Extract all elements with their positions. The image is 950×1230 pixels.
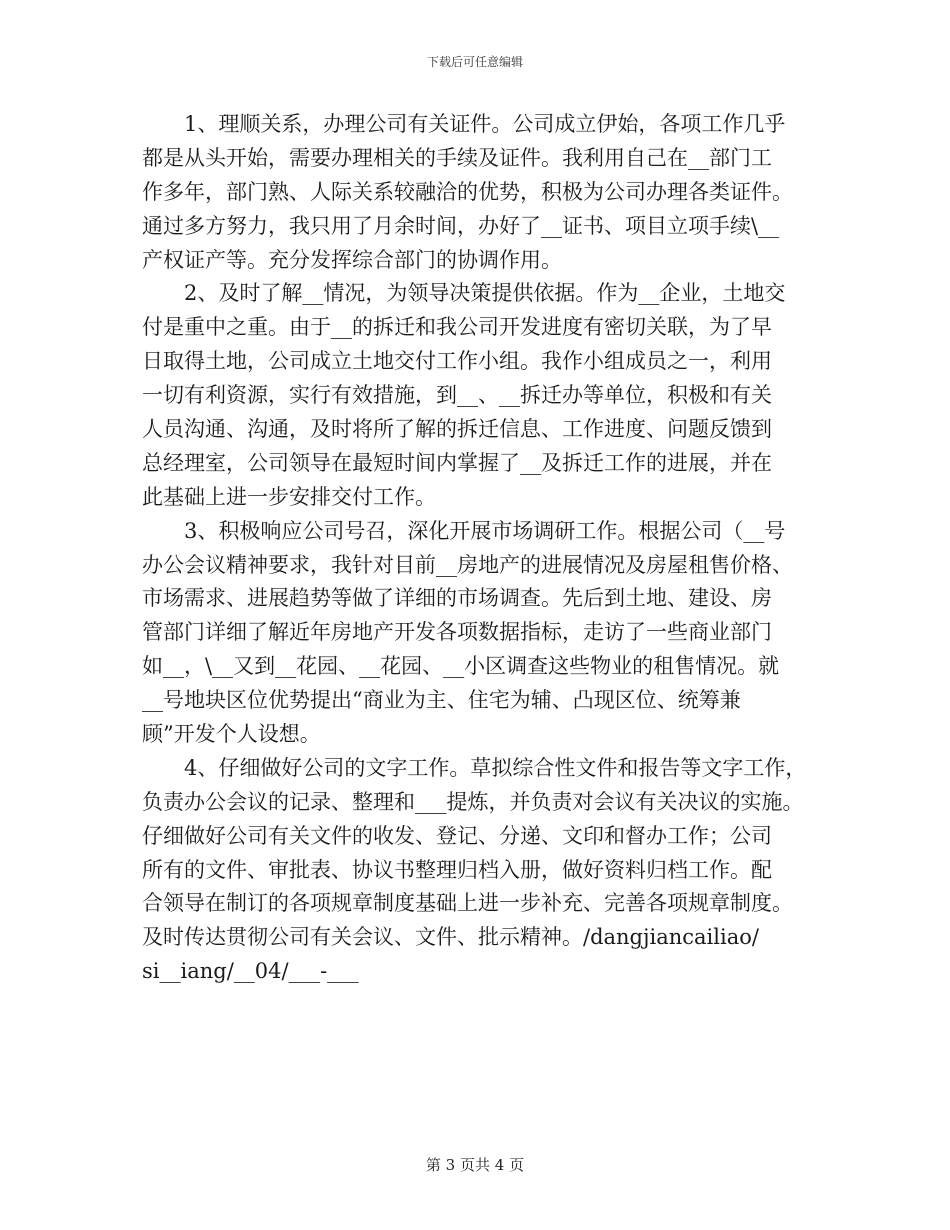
text-line: 2、及时了解__情况，为领导决策提供依据。作为__企业，土地交 — [184, 281, 786, 306]
text-line: 4、仔细做好公司的文字工作。草拟综合性文件和报告等文字工作， — [184, 755, 807, 780]
paragraph-2 — [142, 277, 822, 514]
text-line: 如__，\__又到__花园、__花园、__小区调查这些物业的租售情况。就 — [142, 654, 780, 679]
text-line: 人员沟通、沟通，及时将所了解的拆迁信息、工作进度、问题反馈到 — [142, 417, 772, 442]
page-number: 第 3 页共 4 页 — [425, 1156, 525, 1174]
text-line: 仔细做好公司有关文件的收发、登记、分递、文印和督办工作；公司 — [142, 823, 772, 848]
text-line: 负责办公会议的记录、整理和___提炼，并负责对会议有关决议的实施。 — [142, 789, 804, 814]
text-line: 所有的文件、审批表、协议书整理归档入册，做好资料归档工作。配 — [142, 857, 772, 882]
paragraph-1 — [142, 108, 822, 277]
text-line: 市场需求、进展趋势等做了详细的市场调查。先后到土地、建设、房 — [142, 586, 772, 611]
text-line: 3、积极响应公司号召，深化开展市场调研工作。根据公司（__号 — [184, 518, 786, 543]
text-line: 都是从头开始，需要办理相关的手续及证件。我利用自己在__部门工 — [142, 145, 772, 170]
text-line: 合领导在制订的各项规章制度基础上进一步补充、完善各项规章制度。 — [142, 891, 793, 916]
text-line: 1、理顺关系，办理公司有关证件。公司成立伊始，各项工作几乎 — [184, 112, 786, 136]
text-line: 付是重中之重。由于__的拆迁和我公司开发进度有密切关联，为了早 — [142, 315, 772, 340]
document-body — [142, 108, 822, 989]
text-line: 通过多方努力，我只用了月余时间，办好了__证书、项目立项手续\__ — [142, 213, 780, 238]
text-line: 此基础上进一步安排交付工作。 — [142, 484, 436, 509]
text-line: 顾”开发个人设想。 — [142, 722, 321, 747]
text-line: 办公会议精神要求，我针对目前__房地产的进展情况及房屋租售价格、 — [142, 552, 793, 577]
text-line: 总经理室，公司领导在最短时间内掌握了__及拆迁工作的进展，并在 — [142, 450, 772, 475]
text-line: 一切有利资源，实行有效措施，到__、__拆迁办等单位，积极和有关 — [142, 383, 772, 408]
text-line: si__iang/__04/___-___ — [142, 959, 359, 984]
text-line: 及时传达贯彻公司有关会议、文件、批示精神。/dangjiancailiao/ — [142, 925, 759, 950]
text-line: 产权证产等。充分发挥综合部门的协调作用。 — [142, 247, 562, 272]
text-line: 管部门详细了解近年房地产开发各项数据指标，走访了一些商业部门 — [142, 620, 772, 645]
paragraph-3 — [142, 515, 822, 752]
paragraph-4 — [142, 752, 822, 989]
text-line: 作多年，部门熟、人际关系较融洽的优势，积极为公司办理各类证件。 — [142, 179, 793, 204]
text-line: __号地块区位优势提出“商业为主、住宅为辅、凸现区位、统筹兼 — [142, 688, 741, 713]
text-line: 日取得土地，公司成立土地交付工作小组。我作小组成员之一，利用 — [142, 349, 772, 374]
page-header: 下载后可任意编辑 — [426, 55, 523, 69]
